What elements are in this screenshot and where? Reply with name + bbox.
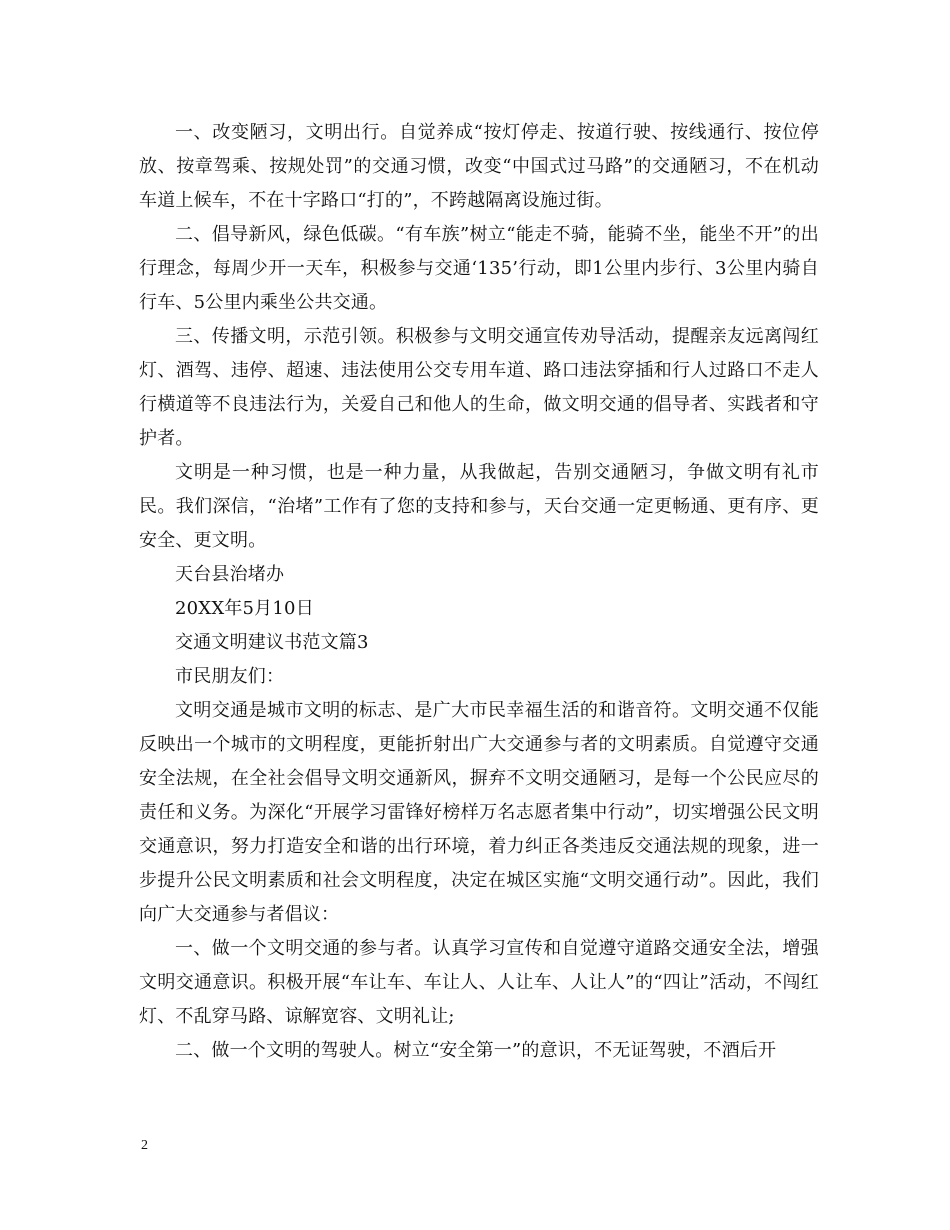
salutation: 市民朋友们： <box>175 666 285 687</box>
signature-organization: 天台县治堵办 <box>175 564 285 585</box>
paragraph: 一、做一个文明交通的参与者。认真学习宣传和自觉遵守道路交通安全法，增强文明交通意识。积极开展“车让车、车让人、人让车、人让人”的“四让”活动，不闯红灯、不乱穿马路、谅解宽容、文明礼让; <box>139 938 819 1027</box>
section-title: 交通文明建议书范文篇3 <box>175 632 369 653</box>
paragraph: 二、倡导新风，绿色低碳。“有车族”树立“能走不骑，能骑不坐，能坐不开”的出行理念，每周少开一天车，积极参与交通‘135’行动，即1公里内步行、3公里内骑自行车、5公里内乘坐公共交通。 <box>139 224 819 313</box>
page-number: 2 <box>141 1138 148 1153</box>
paragraph: 一、改变陋习，文明出行。自觉养成“按灯停走、按道行驶、按线通行、按位停放、按章驾乘、按规处罚”的交通习惯，改变“中国式过马路”的交通陋习，不在机动车道上候车，不在十字路口“打的”，不跨越隔离设施过街。 <box>139 122 819 211</box>
paragraph: 二、做一个文明的驾驶人。树立“安全第一”的意识，不无证驾驶，不酒后开 <box>175 1040 777 1061</box>
signature-date: 20XX年5月10日 <box>175 598 314 619</box>
document-body <box>139 116 819 1068</box>
paragraph: 文明是一种习惯，也是一种力量，从我做起，告别交通陋习，争做文明有礼市民。我们深信，“治堵”工作有了您的支持和参与，天台交通一定更畅通、更有序、更安全、更文明。 <box>139 462 819 551</box>
paragraph: 文明交通是城市文明的标志、是广大市民幸福生活的和谐音符。文明交通不仅能反映出一个城市的文明程度，更能折射出广大交通参与者的文明素质。自觉遵守交通安全法规，在全社会倡导文明交通新风，摒弃不文明交通陋习，是每一个公民应尽的责任和义务。为深化“开展学习雷锋好榜样万名志愿者集中行动”，切实增强公民文明交通意识，努力打造安全和谐的出行环境，着力纠正各类违反交通法规的现象，进一步提升公民文明素质和社会文明程度，决定在城区实施“文明交通行动”。因此，我们向广大交通参与者倡议： <box>139 700 819 925</box>
paragraph: 三、传播文明，示范引领。积极参与文明交通宣传劝导活动，提醒亲友远离闯红灯、酒驾、违停、超速、违法使用公交专用车道、路口违法穿插和行人过路口不走人行横道等不良违法行为，关爱自己和他人的生命，做文明交通的倡导者、实践者和守护者。 <box>139 326 819 449</box>
